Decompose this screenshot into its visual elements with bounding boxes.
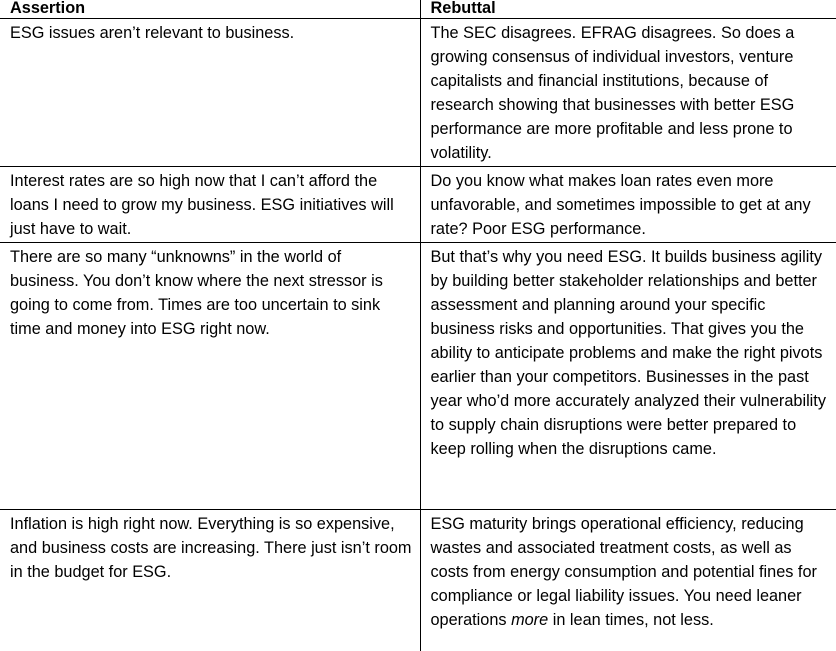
rebuttal-cell: But that’s why you need ESG. It builds business agility by building better stakeholder relationships and better assessment and planning around your specific business risks and opportunities. That gives you the ability to anticipate problems and make the right pivots earlier than your competitors. Businesses in the past year who’d more accurately analyzed their vulnerability to supply chain disruptions were better prepared to keep rolling when the disruptions came. — [420, 242, 836, 509]
assertion-cell: ESG issues aren’t relevant to business. — [0, 18, 420, 166]
table-row — [0, 18, 836, 166]
header-row — [0, 0, 836, 18]
assertion-cell: Inflation is high right now. Everything is so expensive, and business costs are increasing. There just isn’t room in the budget for ESG. — [0, 509, 420, 651]
assertion-cell: Interest rates are so high now that I can’t afford the loans I need to grow my business. ESG initiatives will just have to wait. — [0, 166, 420, 242]
assertion-cell: There are so many “unknowns” in the world of business. You don’t know where the next stressor is going to come from. Times are too uncertain to sink time and money into ESG right now. — [0, 242, 420, 509]
column-header-assertion: Assertion — [0, 0, 420, 18]
table-row — [0, 166, 836, 242]
rebuttal-text: ESG maturity brings operational efficiency, reducing wastes and associated treatment costs, as well as costs from energy consumption and potential fines for compliance or legal liability issues. You need leaner operations — [430, 514, 817, 629]
rebuttal-cell: The SEC disagrees. EFRAG disagrees. So does a growing consensus of individual investors, venture capitalists and financial institutions, because of research showing that businesses with better ESG performance are more profitable and less prone to volatility. — [420, 18, 836, 166]
rebuttal-text-end: in lean times, not less. — [548, 610, 714, 629]
rebuttal-cell — [420, 509, 836, 651]
emphasis-text: more — [511, 610, 549, 629]
rebuttal-cell: Do you know what makes loan rates even more unfavorable, and sometimes impossible to get at any rate? Poor ESG performance. — [420, 166, 836, 242]
table-row — [0, 242, 836, 509]
table-row — [0, 509, 836, 651]
column-header-rebuttal: Rebuttal — [420, 0, 836, 18]
